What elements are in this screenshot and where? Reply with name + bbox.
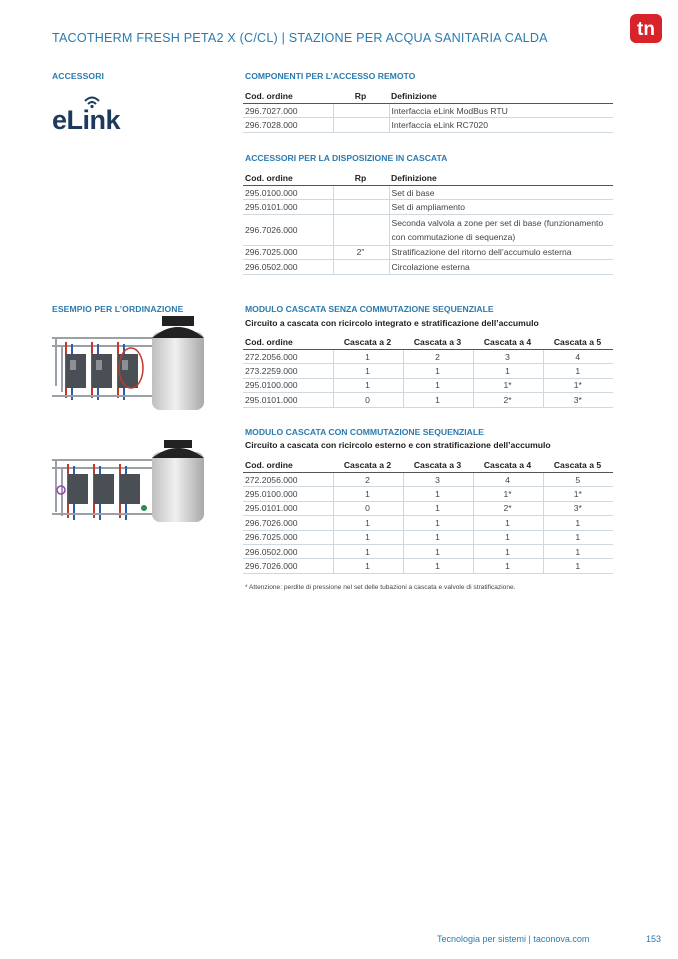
cell-rp <box>333 200 389 214</box>
table-header-row <box>243 457 613 473</box>
taconova-logo <box>630 14 662 43</box>
cell-qty: 3 <box>473 350 543 364</box>
cell-code: 295.0100.000 <box>243 186 333 200</box>
cell-qty: 1 <box>473 364 543 378</box>
cell-rp <box>333 214 389 245</box>
cell-qty: 1 <box>543 530 613 544</box>
col-definizione: Definizione <box>389 88 613 104</box>
cell-qty: 3* <box>543 501 613 515</box>
accessori-heading: ACCESSORI <box>52 71 104 81</box>
cell-qty: 2* <box>473 393 543 407</box>
cell-code: 295.0100.000 <box>243 487 333 501</box>
modulo-senza-table <box>243 334 613 408</box>
cell-code: 296.7026.000 <box>243 214 333 245</box>
col-cod-ordine: Cod. ordine <box>243 457 333 473</box>
table-row <box>243 501 613 515</box>
cell-code: 295.0101.000 <box>243 501 333 515</box>
cell-qty: 4 <box>473 473 543 487</box>
cell-qty: 1 <box>403 530 473 544</box>
cell-definition: Stratificazione del ritorno dell’accumulo esterna <box>389 245 613 259</box>
footer-text: Tecnologia per sistemi | taconova.com <box>437 934 590 944</box>
cascade-accessories-heading: ACCESSORI PER LA DISPOSIZIONE IN CASCATA <box>245 153 448 163</box>
table-row <box>243 350 613 364</box>
table-row <box>243 260 613 274</box>
cell-rp <box>333 118 389 132</box>
cell-qty: 1 <box>333 487 403 501</box>
cell-code: 272.2056.000 <box>243 473 333 487</box>
col-rp: Rp <box>333 88 389 104</box>
svg-text:eLink: eLink <box>52 105 121 132</box>
cell-qty: 1 <box>333 530 403 544</box>
table-row <box>243 104 613 118</box>
cell-code: 295.0100.000 <box>243 378 333 392</box>
table-row <box>243 186 613 200</box>
cell-qty: 1 <box>403 378 473 392</box>
cell-qty: 1 <box>333 364 403 378</box>
table-row <box>243 544 613 558</box>
cell-qty: 2* <box>473 501 543 515</box>
col-cascata-4: Cascata a 4 <box>473 334 543 350</box>
cell-qty: 1 <box>403 501 473 515</box>
cell-qty: 1 <box>473 530 543 544</box>
table-row <box>243 559 613 573</box>
cell-qty: 1 <box>543 364 613 378</box>
cell-qty: 1 <box>333 516 403 530</box>
cell-qty: 1 <box>473 559 543 573</box>
cell-qty: 1 <box>333 350 403 364</box>
cell-qty: 1* <box>543 378 613 392</box>
cell-qty: 1 <box>333 544 403 558</box>
table-row <box>243 200 613 214</box>
cell-definition: Seconda valvola a zone per set di base (funzionamento con commutazione di sequenza) <box>389 214 613 245</box>
cell-code: 272.2056.000 <box>243 350 333 364</box>
cell-qty: 1 <box>403 516 473 530</box>
table-header-row <box>243 88 613 104</box>
cell-qty: 2 <box>403 350 473 364</box>
col-cascata-2: Cascata a 2 <box>333 457 403 473</box>
cell-qty: 1 <box>403 393 473 407</box>
table-row <box>243 378 613 392</box>
cell-definition: Set di ampliamento <box>389 200 613 214</box>
cascade-diagram-with-sequence <box>52 440 210 524</box>
cell-qty: 1 <box>473 516 543 530</box>
cell-qty: 5 <box>543 473 613 487</box>
table-row <box>243 364 613 378</box>
cell-code: 296.0502.000 <box>243 544 333 558</box>
table-row <box>243 214 613 245</box>
col-cascata-5: Cascata a 5 <box>543 334 613 350</box>
footnote: * Attenzione: perdite di pressione nel set delle tubazioni a cascata e valvole di stratificazione. <box>245 584 516 591</box>
table-header-row <box>243 334 613 350</box>
cell-code: 295.0101.000 <box>243 200 333 214</box>
cell-rp <box>333 186 389 200</box>
modulo-con-subheading: Circuito a cascata con ricircolo esterno e con stratificazione dell’accumulo <box>245 440 551 450</box>
cell-qty: 1* <box>543 487 613 501</box>
esempio-heading: ESEMPIO PER L’ORDINAZIONE <box>52 304 184 314</box>
cell-qty: 4 <box>543 350 613 364</box>
cell-qty: 1 <box>403 559 473 573</box>
cell-code: 296.7025.000 <box>243 245 333 259</box>
cell-qty: 1 <box>543 559 613 573</box>
col-cod-ordine: Cod. ordine <box>243 88 333 104</box>
remote-access-table <box>243 88 613 133</box>
cell-definition: Interfaccia eLink RC7020 <box>389 118 613 132</box>
modulo-con-heading: MODULO CASCATA CON COMMUTAZIONE SEQUENZIALE <box>245 427 484 437</box>
cell-qty: 3* <box>543 393 613 407</box>
table-row <box>243 245 613 259</box>
cell-qty: 0 <box>333 501 403 515</box>
cell-qty: 3 <box>403 473 473 487</box>
cell-qty: 1 <box>403 487 473 501</box>
table-header-row <box>243 170 613 186</box>
cell-qty: 1* <box>473 487 543 501</box>
cell-qty: 1 <box>403 544 473 558</box>
col-cod-ordine: Cod. ordine <box>243 334 333 350</box>
elink-logo <box>52 92 144 132</box>
table-row <box>243 393 613 407</box>
col-cascata-5: Cascata a 5 <box>543 457 613 473</box>
cell-code: 296.7026.000 <box>243 516 333 530</box>
cell-code: 296.7028.000 <box>243 118 333 132</box>
cell-qty: 1 <box>333 378 403 392</box>
cascade-diagram-without-sequence <box>52 316 210 412</box>
col-cascata-2: Cascata a 2 <box>333 334 403 350</box>
col-cascata-4: Cascata a 4 <box>473 457 543 473</box>
cell-code: 296.7027.000 <box>243 104 333 118</box>
col-cod-ordine: Cod. ordine <box>243 170 333 186</box>
cell-code: 296.7025.000 <box>243 530 333 544</box>
col-cascata-3: Cascata a 3 <box>403 334 473 350</box>
modulo-senza-heading: MODULO CASCATA SENZA COMMUTAZIONE SEQUENZIALE <box>245 304 494 314</box>
cell-definition: Set di base <box>389 186 613 200</box>
cell-qty: 1 <box>543 516 613 530</box>
table-row <box>243 487 613 501</box>
cell-qty: 1 <box>473 544 543 558</box>
cell-rp: 2" <box>333 245 389 259</box>
cell-code: 295.0101.000 <box>243 393 333 407</box>
page-title: TACOTHERM FRESH PETA2 X (C/CL) | STAZIONE PER ACQUA SANITARIA CALDA <box>52 31 548 45</box>
cell-code: 273.2259.000 <box>243 364 333 378</box>
page-number: 153 <box>646 934 662 944</box>
modulo-senza-subheading: Circuito a cascata con ricircolo integrato e stratificazione dell’accumulo <box>245 318 539 328</box>
cell-qty: 0 <box>333 393 403 407</box>
cell-rp <box>333 260 389 274</box>
cell-code: 296.7026.000 <box>243 559 333 573</box>
table-row <box>243 473 613 487</box>
col-cascata-3: Cascata a 3 <box>403 457 473 473</box>
col-rp: Rp <box>333 170 389 186</box>
cell-qty: 1 <box>543 544 613 558</box>
cell-qty: 1 <box>403 364 473 378</box>
cell-rp <box>333 104 389 118</box>
cell-qty: 1 <box>333 559 403 573</box>
cell-qty: 2 <box>333 473 403 487</box>
table-row <box>243 118 613 132</box>
table-row <box>243 530 613 544</box>
cell-definition: Circolazione esterna <box>389 260 613 274</box>
col-definizione: Definizione <box>389 170 613 186</box>
cell-qty: 1* <box>473 378 543 392</box>
cell-code: 296.0502.000 <box>243 260 333 274</box>
remote-access-heading: COMPONENTI PER L’ACCESSO REMOTO <box>245 71 416 81</box>
cascade-accessories-table <box>243 170 613 275</box>
svg-text:tn: tn <box>637 19 655 40</box>
table-row <box>243 516 613 530</box>
cell-definition: Interfaccia eLink ModBus RTU <box>389 104 613 118</box>
modulo-con-table <box>243 457 613 574</box>
